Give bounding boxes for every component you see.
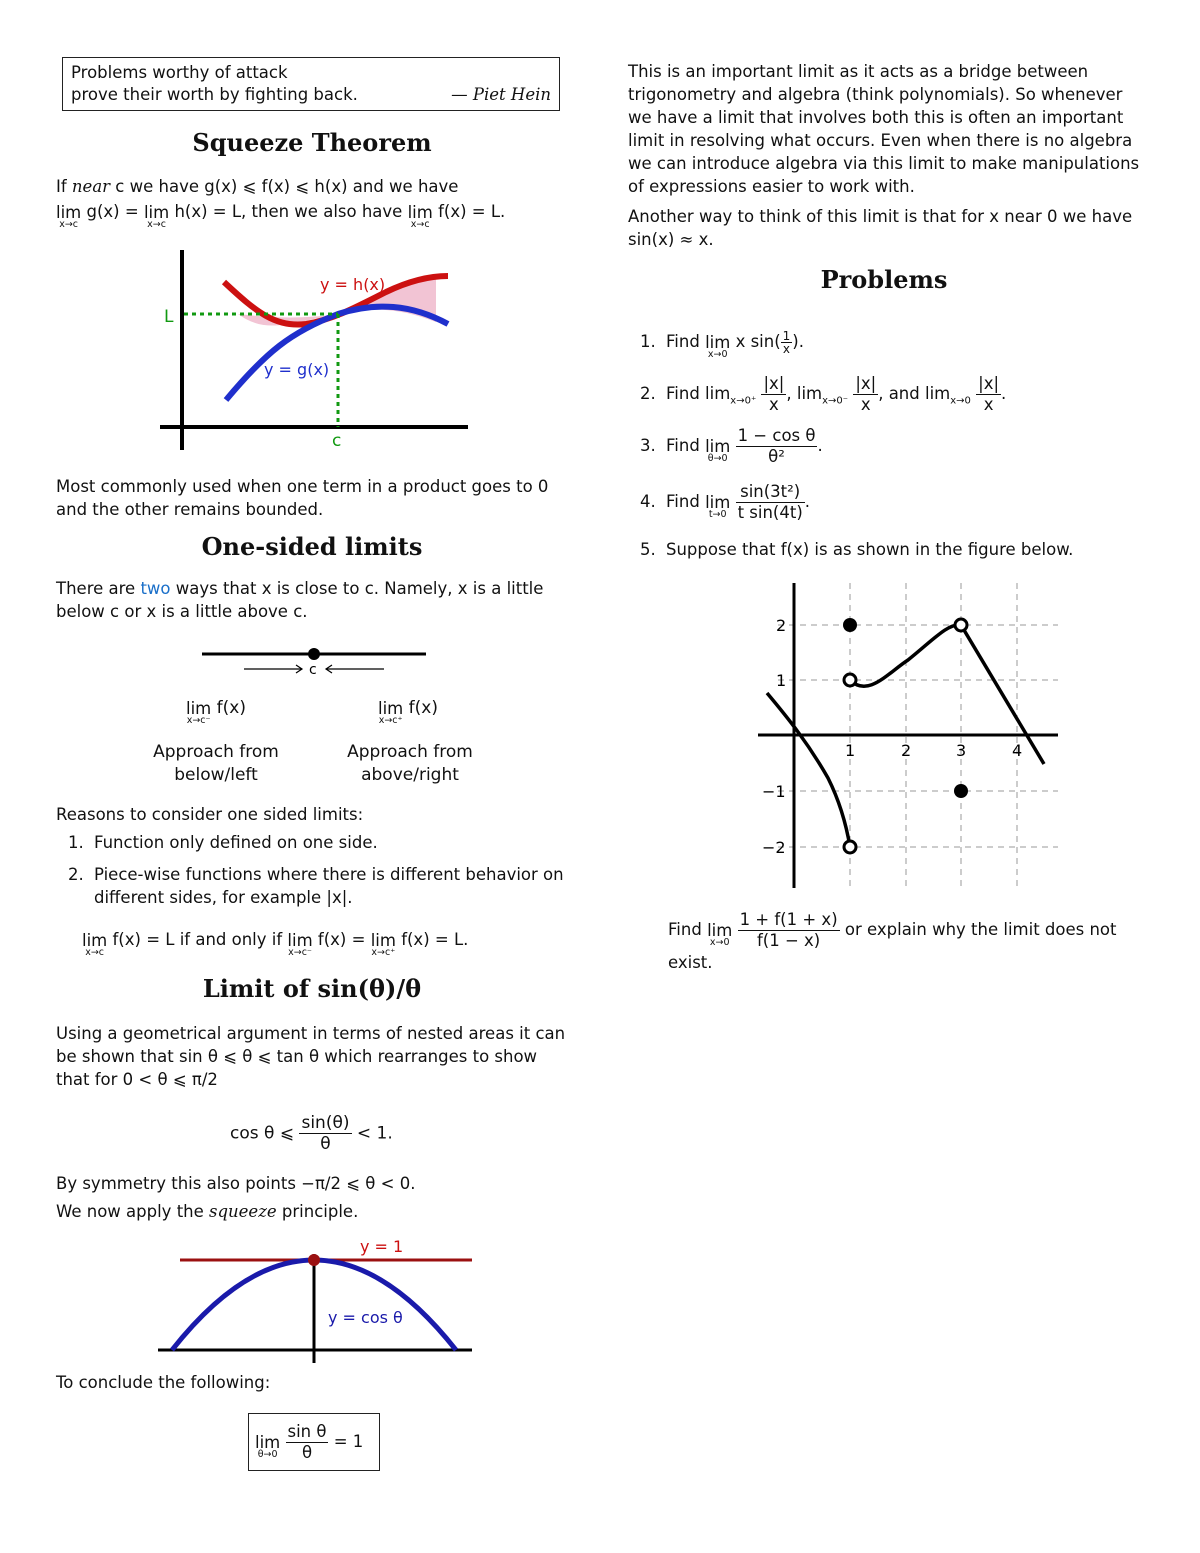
- left-piece: [767, 693, 850, 847]
- apply-squeeze: We now apply the squeeze principle.: [56, 1202, 359, 1221]
- epigraph-box: [62, 57, 560, 111]
- reasons-title: Reasons to consider one sided limits:: [56, 805, 364, 824]
- conclude-text: To conclude the following:: [56, 1373, 271, 1392]
- problem-2: 2. Find $\lim_{x\to 0^+}$ $\frac{|x|}{x}$ , $\lim_{x\to 0^-}$ $\frac{|x|}{x}$ , and $\lim_{x\to 0}$ $\frac{|x|}{x}$ .: [640, 374, 1007, 414]
- boxed-result: lim θ→0 $\frac{\text{sin θ}}{\theta}$ = 1: [248, 1413, 380, 1471]
- y-tick-label: −2: [762, 838, 786, 857]
- epigraph-attribution: — Piet Hein: [451, 85, 551, 104]
- g-label: y = g(x): [264, 360, 330, 379]
- left-caption: Approach from below/left: [153, 742, 279, 785]
- open-point: [844, 674, 856, 686]
- final-problem: Find lim x→0 $\frac{1 + f(1 + x)}{f(1 - x)}$ or explain why the limit does not exist.: [668, 910, 1117, 972]
- geometric-argument: Using a geometrical argument in terms of nested areas it can be shown that sin θ ⩽ θ ⩽ tan θ which rearranges to show that for 0 < θ ⩽ π/2: [56, 1024, 566, 1089]
- approximation-paragraph: Another way to think of this limit is that for x near 0 we have sin(x) ≈ x.: [628, 207, 1133, 249]
- problem-3: 3. Find lim θ→0 $\frac{\text{1 − cos θ}}{\text{θ²}}$ .: [640, 426, 823, 466]
- left-limit: lim x→c⁻ f(x): [186, 698, 246, 726]
- c-label: c: [309, 662, 317, 678]
- number-line-figure: [196, 642, 436, 682]
- cos-label: y = cos θ: [328, 1308, 403, 1327]
- reason-item: 1. Function only defined on one side.: [68, 833, 378, 852]
- touch-point: [308, 1254, 320, 1266]
- one-sided-intro: There are two ways that x is close to c. Namely, x is a little below c or x is a little above c.: [56, 579, 544, 621]
- epigraph-line-2: prove their worth by fighting back.: [71, 85, 358, 104]
- c-label: c: [332, 431, 342, 451]
- squeeze-theorem-heading: Squeeze Theorem: [192, 128, 432, 157]
- reason-item: 2. Piece-wise functions where there is different behavior on different sides, for example |x|.: [68, 865, 564, 907]
- bridge-paragraph: This is an important limit as it acts as a bridge between trigonometry and algebra (think polynomials). So whenever we have a limit that involves both this is often an important limit in resolving what occurs. Even when there is no algebra we can introduce algebra via this limit to make manipulations of expressions easier to work with.: [628, 62, 1140, 196]
- open-point: [844, 841, 856, 853]
- right-caption: Approach from above/right: [347, 742, 473, 785]
- y-tick-label: 1: [776, 671, 787, 690]
- x-tick-label: 1: [845, 741, 856, 760]
- open-point: [955, 619, 967, 631]
- middle-piece: [850, 625, 961, 686]
- y1-label: y = 1: [360, 1237, 404, 1256]
- squeeze-statement-line2: lim x→c g(x) = lim x→c h(x) = L, then we also have lim x→c f(x) = L.: [56, 202, 506, 230]
- one-sided-heading: One-sided limits: [201, 532, 423, 561]
- problems-heading: Problems: [820, 265, 948, 294]
- squeeze-figure: [156, 242, 476, 452]
- x-tick-label: 3: [956, 741, 967, 760]
- point-c: [308, 648, 320, 660]
- problem-1: 1. Find lim x→0 x sin( $\frac{1}{x}$ ).: [640, 329, 804, 360]
- L-label: L: [164, 307, 174, 327]
- problem-5: 5. Suppose that f(x) is as shown in the figure below.: [640, 540, 1074, 559]
- problem-4: 4. Find lim t→0 $\frac{\text{sin(3t²)}}{\text{t sin(4t)}}$ .: [640, 482, 811, 522]
- symmetry-note: By symmetry this also points −π/2 ⩽ θ < 0.: [56, 1174, 416, 1193]
- inequality: cos θ ⩽ $\frac{\sin(\theta)}{\theta}$ < 1.: [230, 1113, 393, 1154]
- h-label: y = h(x): [320, 275, 386, 294]
- y-tick-label: 2: [776, 616, 787, 635]
- y-tick-label: −1: [762, 782, 786, 801]
- squeeze-note: Most commonly used when one term in a product goes to 0 and the other remains bounded.: [56, 477, 549, 519]
- x-tick-label: 2: [901, 741, 912, 760]
- squeeze-statement: If near c we have g(x) ⩽ f(x) ⩽ h(x) and we have: [56, 177, 459, 196]
- epigraph-line-1: Problems worthy of attack: [71, 63, 288, 82]
- right-piece: [961, 625, 1044, 764]
- iff-statement: lim x→c f(x) = L if and only if lim x→c⁻ f(x) = lim x→c⁺ f(x) = L.: [82, 930, 469, 958]
- filled-point: [954, 784, 968, 798]
- x-tick-label: 4: [1012, 741, 1023, 760]
- right-limit: lim x→c⁺ f(x): [378, 698, 438, 726]
- piecewise-graph: [758, 578, 1068, 892]
- sin-limit-heading: Limit of sin(θ)/θ: [202, 974, 422, 1003]
- cosine-squeeze-figure: [156, 1230, 476, 1365]
- filled-point: [843, 618, 857, 632]
